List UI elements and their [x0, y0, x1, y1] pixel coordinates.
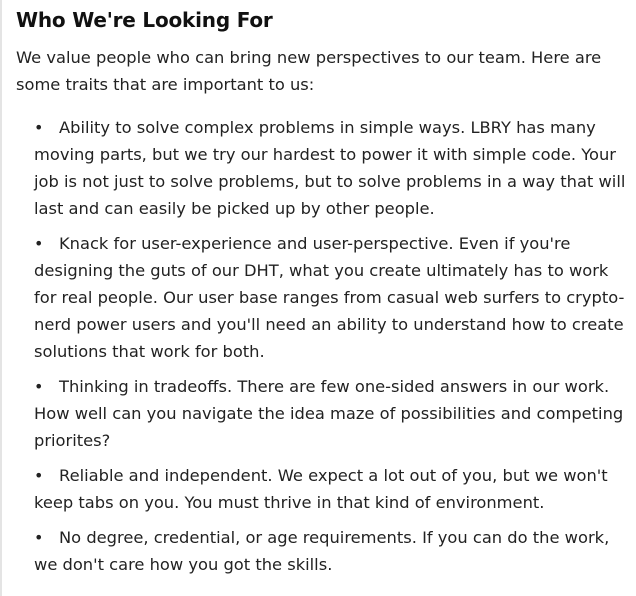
- list-item: [34, 114, 628, 222]
- list-item: [34, 373, 628, 454]
- trait-text: Knack for user-experience and user-perspective. Even if you're designing the guts of our DHT, what you create ultimately has to work for real people. Our user base ranges from casual web surfers to crypto-nerd power users and you'll need an ability to understand how to create solutions that work for both.: [34, 234, 625, 361]
- trait-text: Thinking in tradeoffs. There are few one-sided answers in our work. How well can you navigate the idea maze of possibilities and competing priorites?: [34, 377, 624, 450]
- section-heading: Who We're Looking For: [16, 8, 273, 32]
- bullet-icon: •: [34, 466, 44, 485]
- bullet-icon: •: [34, 234, 44, 253]
- trait-text: No degree, credential, or age requirements. If you can do the work, we don't care how you got the skills.: [34, 528, 610, 574]
- bullet-icon: •: [34, 528, 44, 547]
- section-who-were-looking-for: [16, 0, 628, 586]
- trait-text: Ability to solve complex problems in simple ways. LBRY has many moving parts, but we try our hardest to power it with simple code. Your job is not just to solve problems, but to solve problems in a way that will last and can easily be picked up by other people.: [34, 118, 626, 218]
- list-item: [34, 462, 628, 516]
- bullet-icon: •: [34, 377, 44, 396]
- list-item: [34, 230, 628, 365]
- traits-list: [16, 114, 628, 578]
- left-border: [0, 0, 2, 596]
- trait-text: Reliable and independent. We expect a lot out of you, but we won't keep tabs on you. You must thrive in that kind of environment.: [34, 466, 608, 512]
- bullet-icon: •: [34, 118, 44, 137]
- intro-paragraph: We value people who can bring new perspectives to our team. Here are some traits that are important to us:: [16, 48, 602, 94]
- list-item: [34, 524, 628, 578]
